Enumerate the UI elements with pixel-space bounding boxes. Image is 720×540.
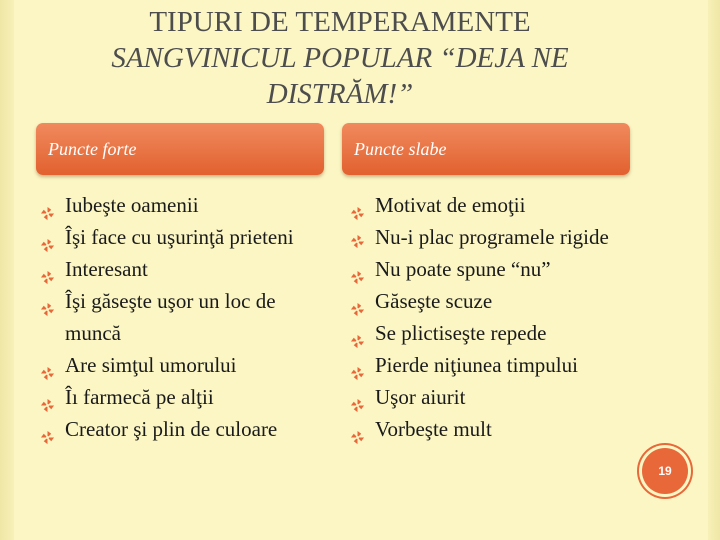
list-item-text: Nu-i plac programele rigide (375, 225, 609, 249)
list-item (350, 381, 630, 413)
list-item (350, 221, 630, 253)
list-item (40, 381, 330, 413)
list-item (40, 349, 330, 381)
list-item-text: Creator şi plin de culoare (65, 417, 278, 441)
list-item (350, 189, 630, 221)
list-item (350, 413, 630, 445)
list-item (350, 317, 630, 349)
list-item (40, 253, 330, 285)
list-item-text: Are simţul umorului (65, 353, 237, 377)
list-item-text: Îı farmecă pe alţii (65, 385, 214, 409)
pinwheel-bullet-icon (350, 422, 365, 437)
strengths-header: Puncte forte (36, 123, 324, 175)
page-number-badge: 19 (642, 448, 688, 494)
slide-frame-left (0, 0, 14, 540)
pinwheel-bullet-icon (40, 230, 55, 245)
pinwheel-bullet-icon (350, 390, 365, 405)
pinwheel-bullet-icon (350, 358, 365, 373)
list-item (350, 285, 630, 317)
list-item-text: Interesant (65, 257, 148, 281)
pinwheel-bullet-icon (350, 230, 365, 245)
list-item-text: Îşi face cu uşurinţă prieteni (65, 225, 294, 249)
slide-title (60, 4, 620, 112)
weaknesses-list (350, 189, 630, 445)
list-item-text: Uşor aiurit (375, 385, 466, 409)
title-line-3: DISTRĂM!” (266, 78, 414, 110)
pinwheel-bullet-icon (40, 262, 55, 277)
list-item-text: Vorbeşte mult (375, 417, 492, 441)
pinwheel-bullet-icon (40, 294, 55, 309)
list-item (40, 221, 330, 253)
list-item-text: Motivat de emoţii (375, 193, 526, 217)
pinwheel-bullet-icon (350, 326, 365, 341)
list-item (350, 253, 630, 285)
list-item (40, 285, 330, 349)
list-item-text: Nu poate spune “nu” (375, 257, 551, 281)
list-item (40, 189, 330, 221)
pinwheel-bullet-icon (40, 198, 55, 213)
pinwheel-bullet-icon (40, 390, 55, 405)
list-item-text: Găseşte scuze (375, 289, 493, 313)
list-item-text: Pierde niţiunea timpului (375, 353, 578, 377)
pinwheel-bullet-icon (40, 422, 55, 437)
strengths-list (40, 189, 330, 445)
slide-frame-right (708, 0, 720, 540)
pinwheel-bullet-icon (350, 294, 365, 309)
title-line-1: TIPURI DE TEMPERAMENTE (149, 6, 531, 38)
pinwheel-bullet-icon (350, 262, 365, 277)
title-line-2: SANGVINICUL POPULAR “DEJA NE (111, 42, 569, 74)
pinwheel-bullet-icon (40, 358, 55, 373)
list-item (40, 413, 330, 445)
list-item (350, 349, 630, 381)
list-item-text: Se plictiseşte repede (375, 321, 547, 345)
list-item-text: Iubeşte oamenii (65, 193, 199, 217)
list-item-text: Îşi găseşte uşor un loc de muncă (65, 289, 276, 345)
pinwheel-bullet-icon (350, 198, 365, 213)
weaknesses-header: Puncte slabe (342, 123, 630, 175)
